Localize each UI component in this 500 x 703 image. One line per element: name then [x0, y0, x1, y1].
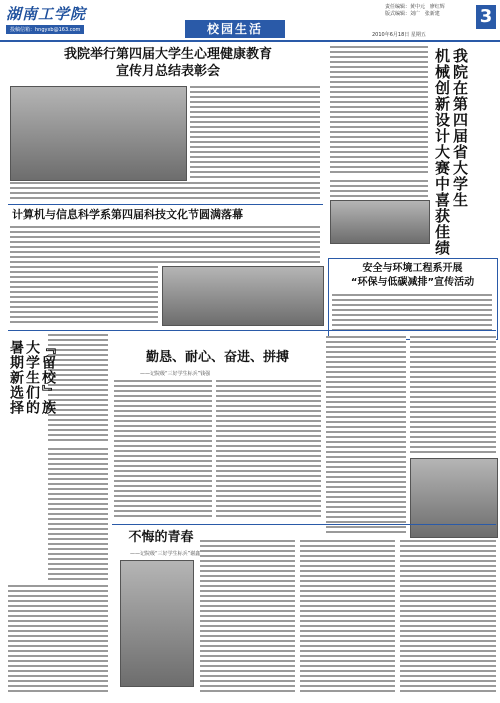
- divider: [8, 204, 323, 205]
- article-xie-xin-text-1: [200, 540, 295, 695]
- headline-xie-xin: 不悔的青春: [128, 530, 194, 545]
- headline-machine-design: 我院在第四届省大学生 机械创新设计大赛中喜获佳绩: [433, 48, 469, 256]
- article-summer-text-top: [48, 334, 108, 444]
- headline-tech-festival: 计算机与信息科学系第四届科技文化节圆满落幕: [12, 208, 243, 221]
- article-qian-qiang-text-4: [410, 336, 496, 456]
- article-xie-xin-text-3: [400, 540, 496, 695]
- photo-qian-qiang: [410, 458, 498, 538]
- photo-xie-xin: [120, 560, 194, 687]
- article-summer-text: [8, 585, 108, 695]
- article-tech-festival-text: [10, 226, 320, 263]
- article-machine-text-2: [330, 180, 428, 198]
- divider-2: [8, 330, 496, 331]
- newspaper-brand: 湖南工学院: [6, 5, 87, 23]
- photo-award-ceremony: [10, 86, 187, 181]
- headline-environment: 安全与环境工程系开展 “环保与低碳减排”宣传活动: [350, 263, 475, 288]
- article-xie-xin-text-2: [300, 540, 395, 695]
- article-summer-text-2: [48, 448, 108, 580]
- issue-date: 2010年6月18日 星期五: [372, 32, 426, 38]
- divider-3: [112, 524, 496, 525]
- page-number: 3: [476, 5, 496, 29]
- photo-machine-team: [330, 200, 430, 244]
- article-qian-qiang-text-1: [114, 380, 212, 520]
- article-tech-festival-text-left: [10, 266, 158, 326]
- headline-psychology-month: 我院举行第四届大学生心理健康教育 宣传月总结表彰会: [63, 47, 272, 79]
- section-title: 校园生活: [185, 20, 285, 38]
- contribution-email: 投稿信箱：hngyxb@163.com: [6, 25, 84, 34]
- article-qian-qiang-text-3: [326, 336, 406, 536]
- article-psychology-text-2: [10, 182, 320, 202]
- subtitle-qian-qiang: ——记院级“三好学生标兵”钱强: [140, 371, 211, 377]
- photo-tech-festival: [162, 266, 324, 326]
- headline-qian-qiang: 勤恳、耐心、奋进、拼搏: [145, 350, 289, 365]
- subtitle-xie-xin: ——记院级“三好学生标兵”谢鑫: [130, 551, 201, 557]
- article-machine-text: [330, 46, 428, 176]
- article-psychology-text: [190, 86, 320, 179]
- editor-credits: 责任编辑：黄中元 廖红辉 版式编辑：刘广 张新建: [385, 4, 445, 17]
- article-environment-text: [332, 294, 492, 334]
- headline-summer-stay: 『留校』族 大学生们的 暑期新选择: [8, 340, 56, 415]
- article-qian-qiang-text-2: [216, 380, 321, 520]
